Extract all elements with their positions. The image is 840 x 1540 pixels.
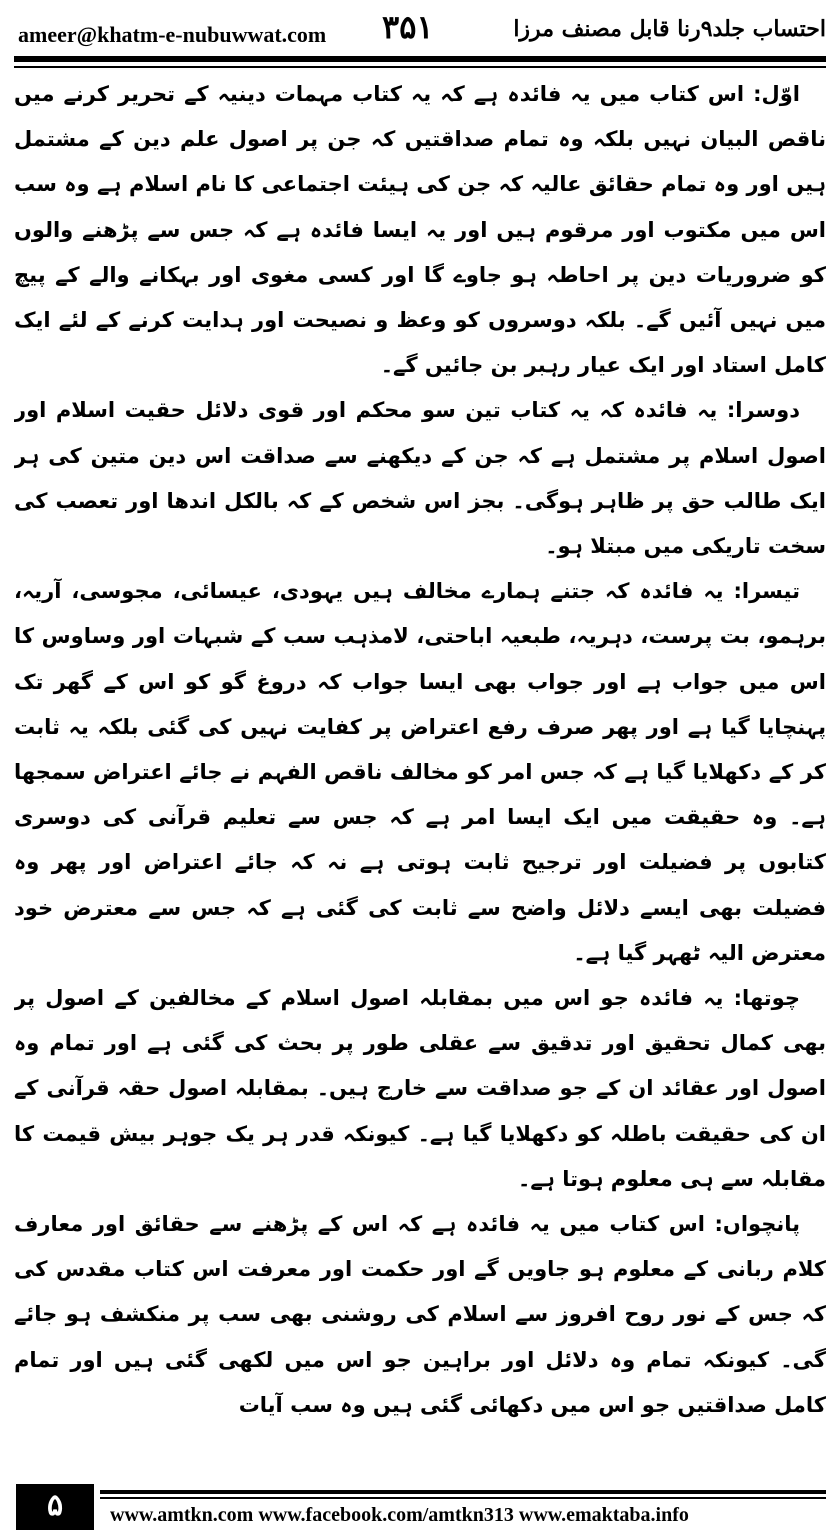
page-header bbox=[0, 0, 840, 62]
footer-rule-thick bbox=[100, 1490, 826, 1494]
body-text bbox=[14, 72, 826, 1470]
paragraph-2: دوسرا: یہ فائدہ کہ یہ کتاب تین سو محکم اور قوی دلائل حقیت اسلام اور اصول اسلام پر مشتمل ہے کہ جن کے دیکھنے سے صداقت اس دین متین کی ہر ایک طالب حق پر ظاہر ہوگی۔ بجز اس شخص کے کہ بالکل اندھا اور تعصب کی سخت تاریکی میں مبتلا ہو۔ bbox=[14, 398, 826, 559]
page-number: ۳۵۱ bbox=[382, 8, 434, 46]
paragraph-1: اوّل: اس کتاب میں یہ فائدہ ہے کہ یہ کتاب مہمات دینیہ کے تحریر کرنے میں ناقص البیان نہیں بلکہ وہ تمام صداقتیں کہ جن پر اصول علم دین کے مشتمل ہیں اور وہ تمام حقائق عالیہ کہ جن کی ہیئت اجتماعی کا نام اسلام ہے وہ سب اس میں مکتوب اور مرقوم ہیں اور یہ ایسا فائدہ ہے کہ جس سے پڑھنے والوں کو ضروریات دین پر احاطہ ہو جاوے گا اور کسی مغوی اور بہکانے والے کے پیچ میں نہیں آئیں گے۔ بلکہ دوسروں کو وعظ و نصیحت اور ہدایت کرنے کے لئے ایک کامل استاد اور ایک عیار رہبر بن جائیں گے۔ bbox=[14, 82, 826, 378]
header-email: ameer@khatm-e-nubuwwat.com bbox=[18, 22, 327, 47]
paragraph-3: تیسرا: یہ فائدہ کہ جتنے ہمارے مخالف ہیں یہودی، عیسائی، مجوسی، آریہ، برہمو، بت پرست، دہریہ، طبعیہ اباحتی، لامذہب سب کے شبہات اور وساوس کا اس میں جواب ہے اور جواب بھی ایسا جواب کہ دروغ گو کو اس کے گھر تک پہنچایا گیا ہے اور پھر صرف رفع اعتراض پر کفایت نہیں کی گئی بلکہ یہ ثابت کر کے دکھلایا گیا ہے کہ جس امر کو مخالف ناقص الفہم نے جائے اعتراض سمجھا ہے۔ وہ حقیقت میں ایک ایسا امر ہے کہ جس سے تعلیم قرآنی کی دوسری کتابوں پر فضیلت اور ترجیح ثابت ہوتی ہے نہ کہ جائے اعتراض اور پھر وہ فضیلت بھی ایسے دلائل واضح سے ثابت کی گئی ہے کہ جس سے معترض خود معترض الیہ ٹھہر گیا ہے۔ bbox=[14, 579, 826, 965]
paragraph-5: پانچواں: اس کتاب میں یہ فائدہ ہے کہ اس کے پڑھنے سے حقائق اور معارف کلام ربانی کے معلوم ہو جاویں گے اور حکمت اور معرفت اس کتاب مقدس کی کہ جس کے نور روح افروز سے اسلام کی روشنی بھی سب پر منکشف ہو جائے گی۔ کیونکہ تمام وہ دلائل اور براہین جو اس میں لکھی گئی ہیں اور تمام کامل صداقتیں جو اس میں دکھائی گئی ہیں وہ سب آیات bbox=[14, 1212, 826, 1417]
footer-links[interactable]: www.amtkn.com www.facebook.com/amtkn313 www.emaktaba.info bbox=[110, 1504, 689, 1526]
header-rule-thin bbox=[14, 66, 826, 68]
volume-number-badge: ۵ bbox=[16, 1484, 94, 1530]
header-rule-thick bbox=[14, 56, 826, 62]
book-title: احتساب جلد۹رنا قابل مصنف مرزا bbox=[513, 16, 826, 42]
page-footer bbox=[0, 1480, 840, 1540]
footer-rule-thin bbox=[100, 1497, 826, 1499]
paragraph-4: چوتھا: یہ فائدہ جو اس میں بمقابلہ اصول اسلام کے مخالفین کے اصول پر بھی کمال تحقیق اور تدقیق سے عقلی طور پر بحث کی گئی ہے اور تمام وہ اصول اور عقائد ان کے جو صداقت سے خارج ہیں۔ بمقابلہ اصول حقہ قرآنی کے ان کی حقیقت باطلہ کو دکھلایا گیا ہے۔ کیونکہ قدر ہر یک جوہر بیش قیمت کا مقابلہ سے ہی معلوم ہوتا ہے۔ bbox=[14, 986, 826, 1191]
